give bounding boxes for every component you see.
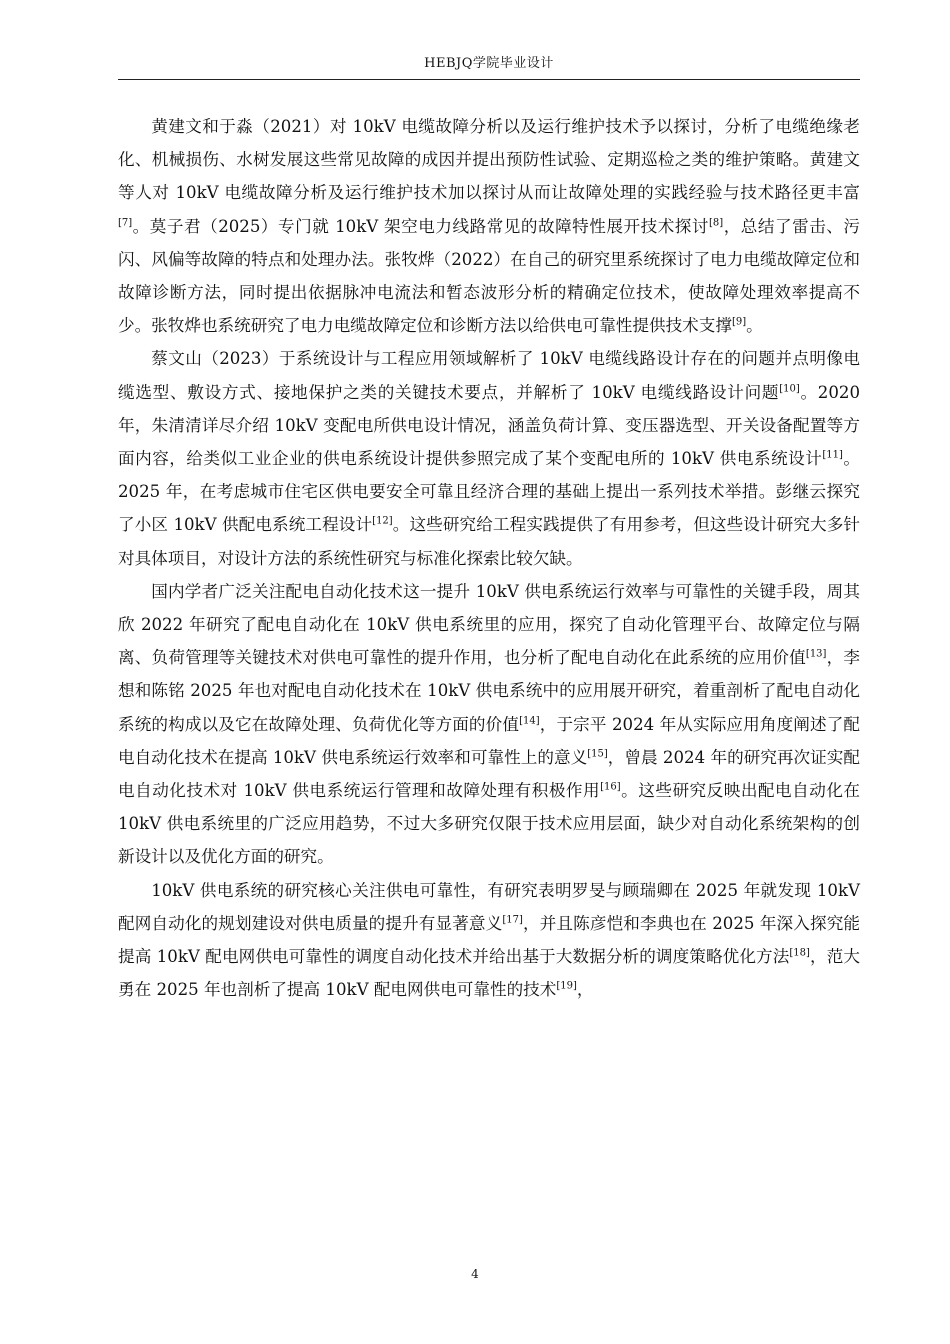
citation-mark: [8] <box>709 217 724 229</box>
text-run: ，范大勇在 2025 年也剖析了提高 10kV 配电网供电可靠性的技术 <box>118 947 861 1000</box>
text-run: 国内学者广泛关注配电自动化技术这一提升 10kV 供电系统运行效率与可靠性的关键手段，周其欣 2022 年研究了配电自动化在 10kV 供电系统里的应用，探究了自动化管理平台、故障定位与隔离、负荷管理等关键技术对供电可靠性的提升作用，也分析了配电自动化在此系统的应用价值 <box>118 581 860 668</box>
text-run: 。 <box>746 316 763 336</box>
citation-mark: [14] <box>519 715 540 727</box>
paragraph <box>118 342 860 574</box>
citation-mark: [15] <box>587 748 608 760</box>
citation-mark: [12] <box>372 515 393 527</box>
text-run: ，于宗平 2024 年从实际应用角度阐述了配电自动化技术在提高 10kV 供电系统运行效率和可靠性上的意义 <box>118 714 861 767</box>
text-run: 黄建文和于淼（2021）对 10kV 电缆故障分析以及运行维护技术予以探讨，分析了电缆绝缘老化、机械损伤、水树发展这些常见故障的成因并提出预防性试验、定期巡检之类的维护策略。黄建文等人对 10kV 电缆故障分析及运行维护技术加以探讨从而让故障处理的实践经验与技术路径更丰富 <box>118 117 860 203</box>
paragraph <box>118 874 860 1007</box>
header-rule <box>118 79 860 80</box>
text-run: 。2025 年，在考虑城市住宅区供电要安全可靠且经济合理的基础上提出一系列技术举措。彭继云探究了小区 10kV 供配电系统工程设计 <box>118 449 861 535</box>
citation-mark: [16] <box>600 781 621 793</box>
citation-mark: [9] <box>731 316 747 328</box>
text-run: ，李想和陈铭 2025 年也对配电自动化技术在 10kV 供电系统中的应用展开研究，着重剖析了配电自动化系统的构成以及它在故障处理、负荷优化等方面的价值 <box>118 648 861 734</box>
paragraph <box>118 110 860 342</box>
citation-mark: [18] <box>789 947 810 959</box>
text-run: ，并且陈彦恺和李典也在 2025 年深入探究能提高 10kV 配电网供电可靠性的调度自动化技术并给出基于大数据分析的调度策略优化方法 <box>118 913 860 967</box>
citation-mark: [10] <box>779 383 800 395</box>
text-run: 。这些研究给工程实践提供了有用参考，但这些设计研究大多针对具体项目，对设计方法的系统性研究与标准化探索比较欠缺。 <box>118 515 861 568</box>
citation-mark: [13] <box>805 648 827 660</box>
text-run: ， <box>576 980 594 1000</box>
citation-mark: [19] <box>556 980 577 992</box>
citation-mark: [17] <box>502 914 523 926</box>
text-run: 蔡文山（2023）于系统设计与工程应用领域解析了 10kV 电缆线路设计存在的问题并点明像电缆选型、敷设方式、接地保护之类的关键技术要点，并解析了 10kV 电缆线路设计问题 <box>118 349 860 402</box>
text-run: ，总结了雷击、污闪、风偏等故障的特点和处理办法。张牧烨（2022）在自己的研究里系统探讨了电力电缆故障定位和故障诊断方法，同时提出依据脉冲电流法和暂态波形分析的精确定位技术，使故障处理效率提高不少。张牧烨也系统研究了电力电缆故障定位和诊断方法以给供电可靠性提供技术支撑 <box>118 216 861 336</box>
page-header-title: HEBJQ学院毕业设计 <box>424 56 554 71</box>
text-run: 。2020 年，朱清清详尽介绍 10kV 变配电所供电设计情况，涵盖负荷计算、变压器选型、开关设备配置等方面内容，给类似工业企业的供电系统设计提供参照完成了某个变配电所的 10kV 供电系统设计 <box>118 382 861 469</box>
text-run: ，曾晨 2024 年的研究再次证实配电自动化技术对 10kV 供电系统运行管理和故障处理有积极作用 <box>118 747 861 801</box>
text-run: 。这些研究反映出配电自动化在 10kV 供电系统里的广泛应用趋势，不过大多研究仅限于技术应用层面，缺少对自动化系统架构的创新设计以及优化方面的研究。 <box>118 781 861 867</box>
page-number: 4 <box>471 1267 479 1281</box>
citation-mark: [11] <box>822 449 843 461</box>
body-text <box>118 110 860 1006</box>
text-run: 。莫子君（2025）专门就 10kV 架空电力线路常见的故障特性展开技术探讨 <box>132 216 710 236</box>
citation-mark: [7] <box>118 217 133 229</box>
paragraph <box>118 575 860 874</box>
text-run: 10kV 供电系统的研究核心关注供电可靠性，有研究表明罗旻与顾瑞卿在 2025 年就发现 10kV 配网自动化的规划建设对供电质量的提升有显著意义 <box>118 880 860 933</box>
